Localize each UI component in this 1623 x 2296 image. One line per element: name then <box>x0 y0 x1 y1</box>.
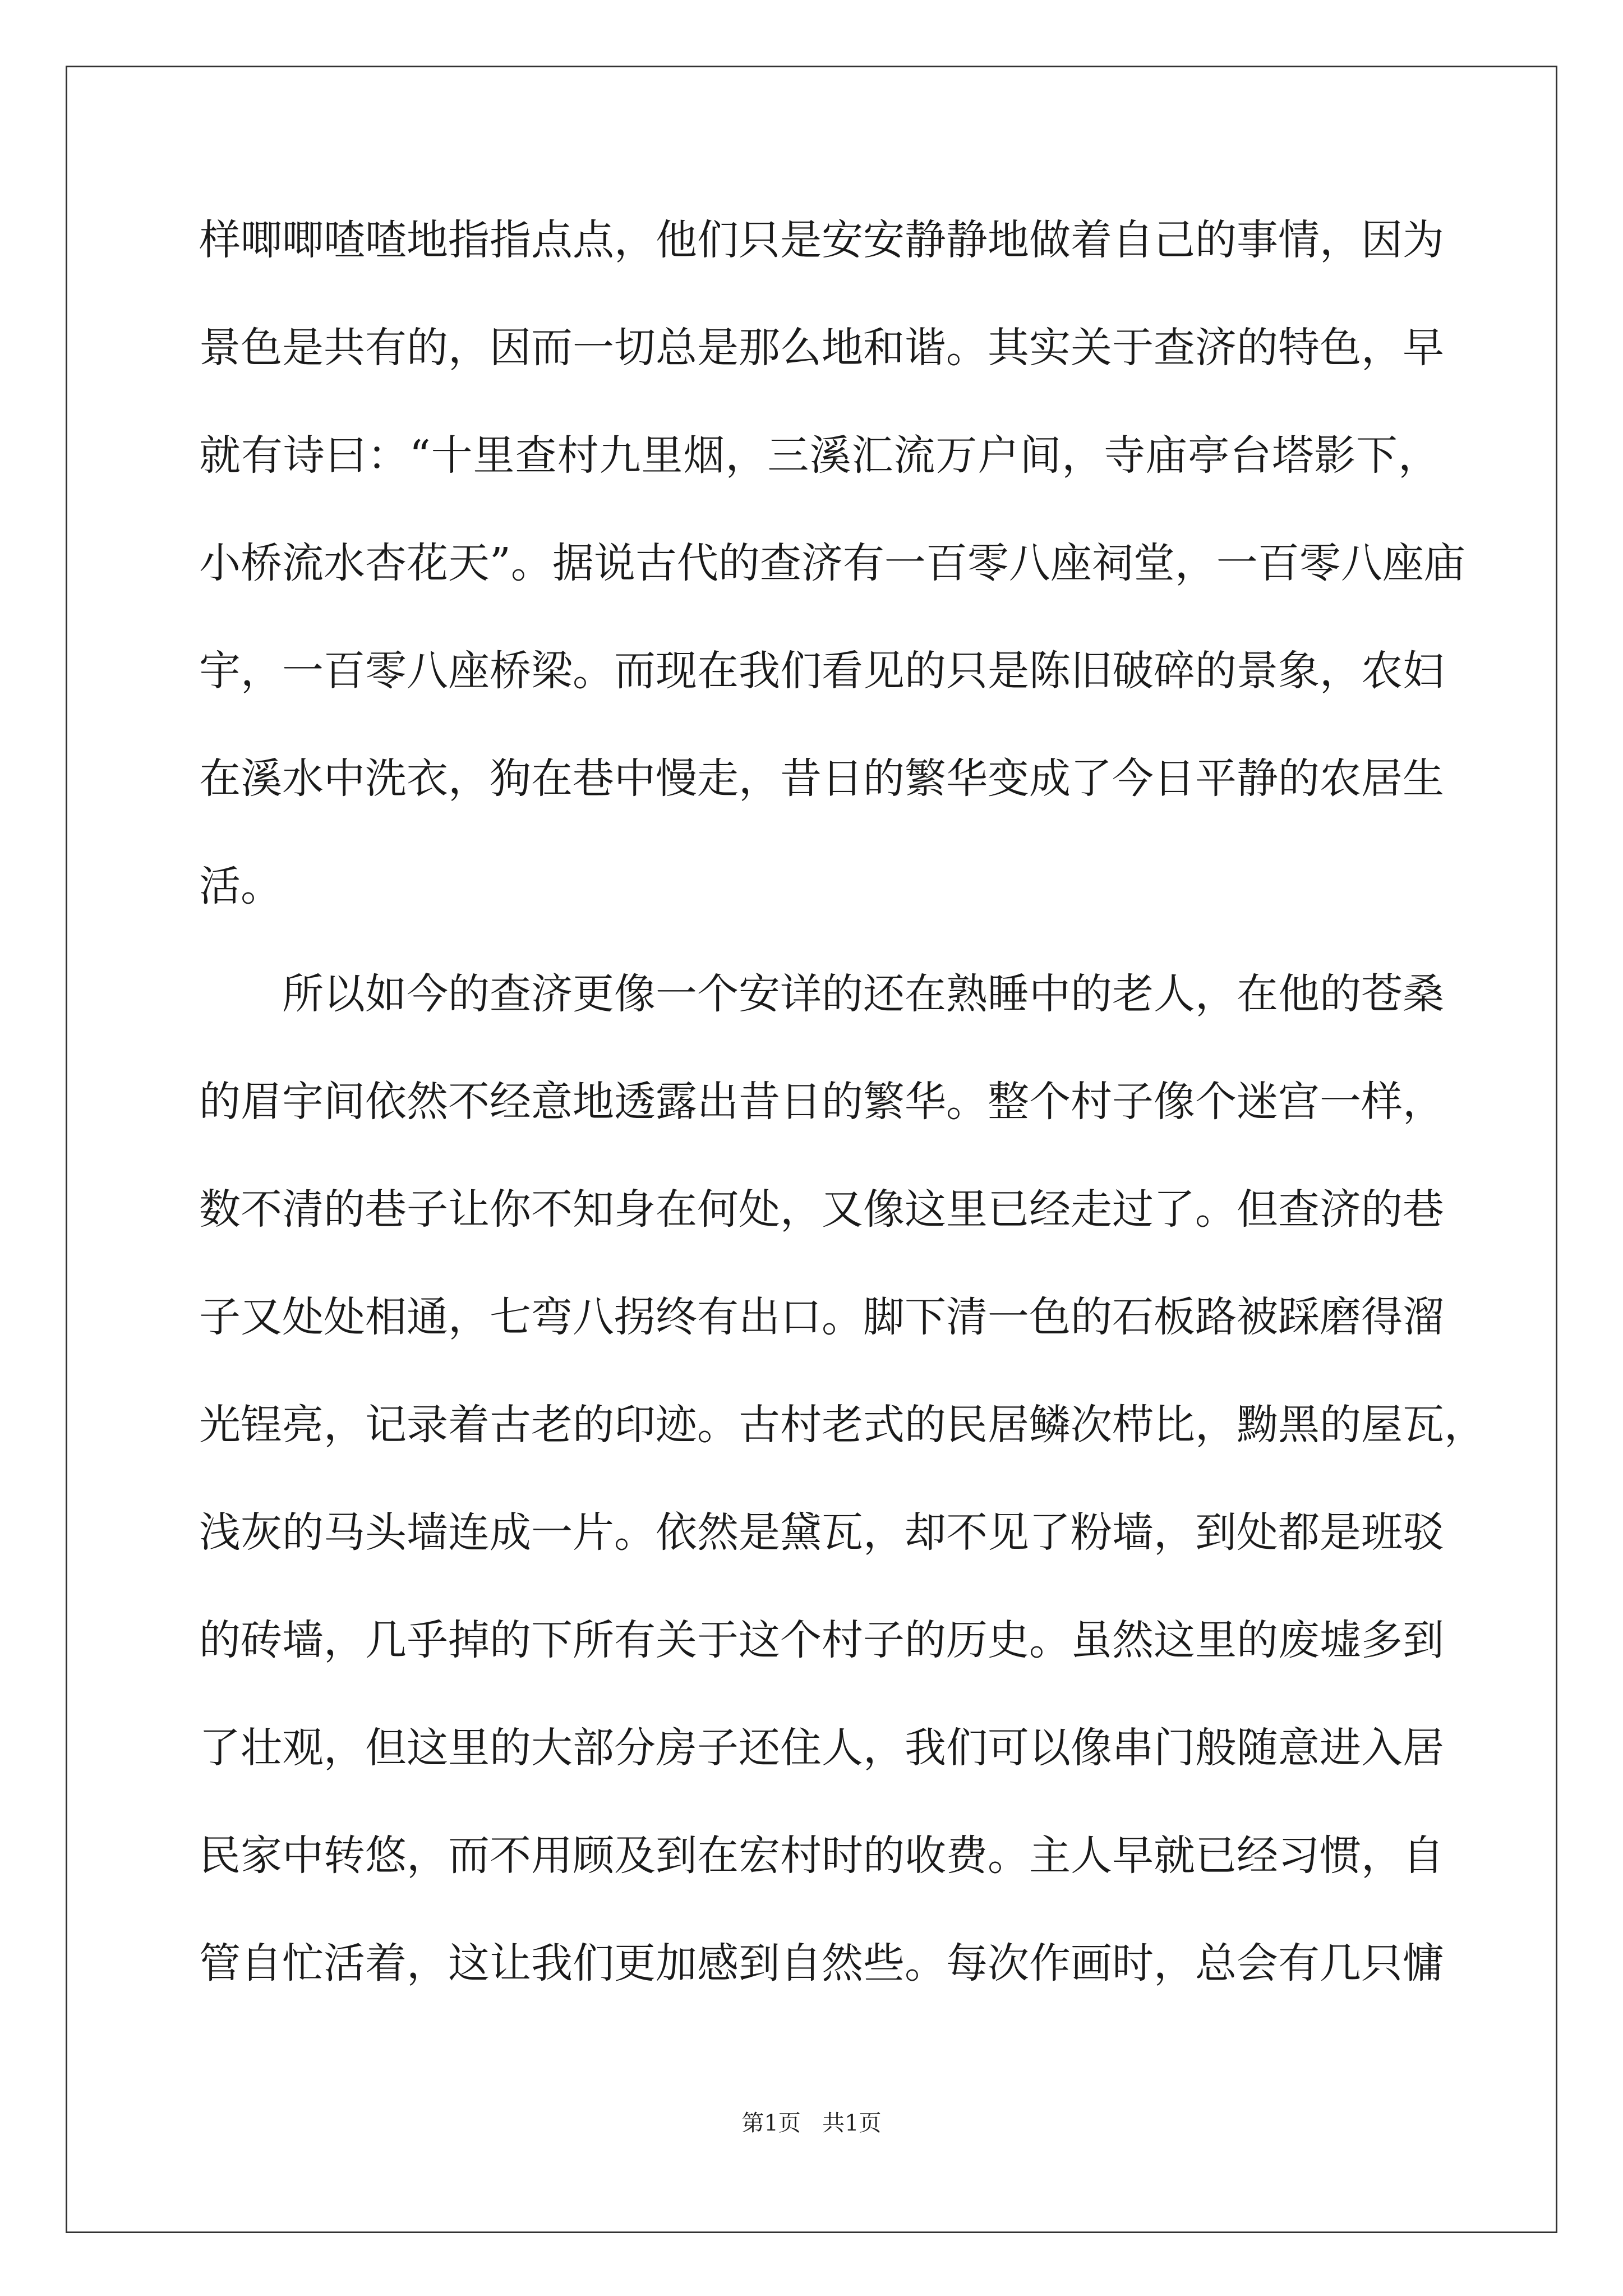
text-line: 光锃亮，记录着古老的印迹。古村老式的民居鳞次栉比，黝黑的屋瓦， <box>199 1401 1486 1449</box>
text-line: 数不清的巷子让你不知身在何处，又像这里已经走过了。但查济的巷 <box>199 1185 1444 1234</box>
page-number: 第1页 <box>741 2110 801 2136</box>
text-line: 宇，一百零八座桥梁。而现在我们看见的只是陈旧破碎的景象，农妇 <box>199 647 1444 695</box>
text-line: 了壮观，但这里的大部分房子还住人，我们可以像串门般随意进入居 <box>199 1724 1444 1772</box>
page-total: 共1页 <box>822 2110 882 2136</box>
text-line: 管自忙活着，这让我们更加感到自然些。每次作画时，总会有几只慵 <box>199 1939 1444 1987</box>
text-line: 景色是共有的，因而一切总是那么地和谐。其实关于查济的特色，早 <box>199 324 1444 372</box>
text-line: 的砖墙，几乎掉的下所有关于这个村子的历史。虽然这里的废墟多到 <box>199 1616 1444 1664</box>
text-line: 样唧唧喳喳地指指点点，他们只是安安静静地做着自己的事情，因为 <box>199 216 1444 264</box>
text-line: 在溪水中洗衣，狗在巷中慢走，昔日的繁华变成了今日平静的农居生 <box>199 754 1444 803</box>
text-line: 浅灰的马头墙连成一片。依然是黛瓦，却不见了粉墙，到处都是班驳 <box>199 1508 1444 1557</box>
text-line: 小桥流水杏花天”。据说古代的查济有一百零八座祠堂，一百零八座庙 <box>199 539 1465 587</box>
text-line: 民家中转悠，而不用顾及到在宏村时的收费。主人早就已经习惯，自 <box>199 1832 1444 1880</box>
text-line: 活。 <box>199 862 282 910</box>
page-footer <box>0 2109 1623 2137</box>
text-line: 就有诗曰：“十里查村九里烟，三溪汇流万户间，寺庙亭台塔影下， <box>199 431 1440 480</box>
text-line: 的眉宇间依然不经意地透露出昔日的繁华。整个村子像个迷宫一样， <box>199 1078 1444 1126</box>
text-line: 所以如今的查济更像一个安详的还在熟睡中的老人，在他的苍桑 <box>282 970 1444 1018</box>
document-body <box>199 213 1486 2044</box>
text-line: 子又处处相通，七弯八拐终有出口。脚下清一色的石板路被踩磨得溜 <box>199 1293 1444 1341</box>
